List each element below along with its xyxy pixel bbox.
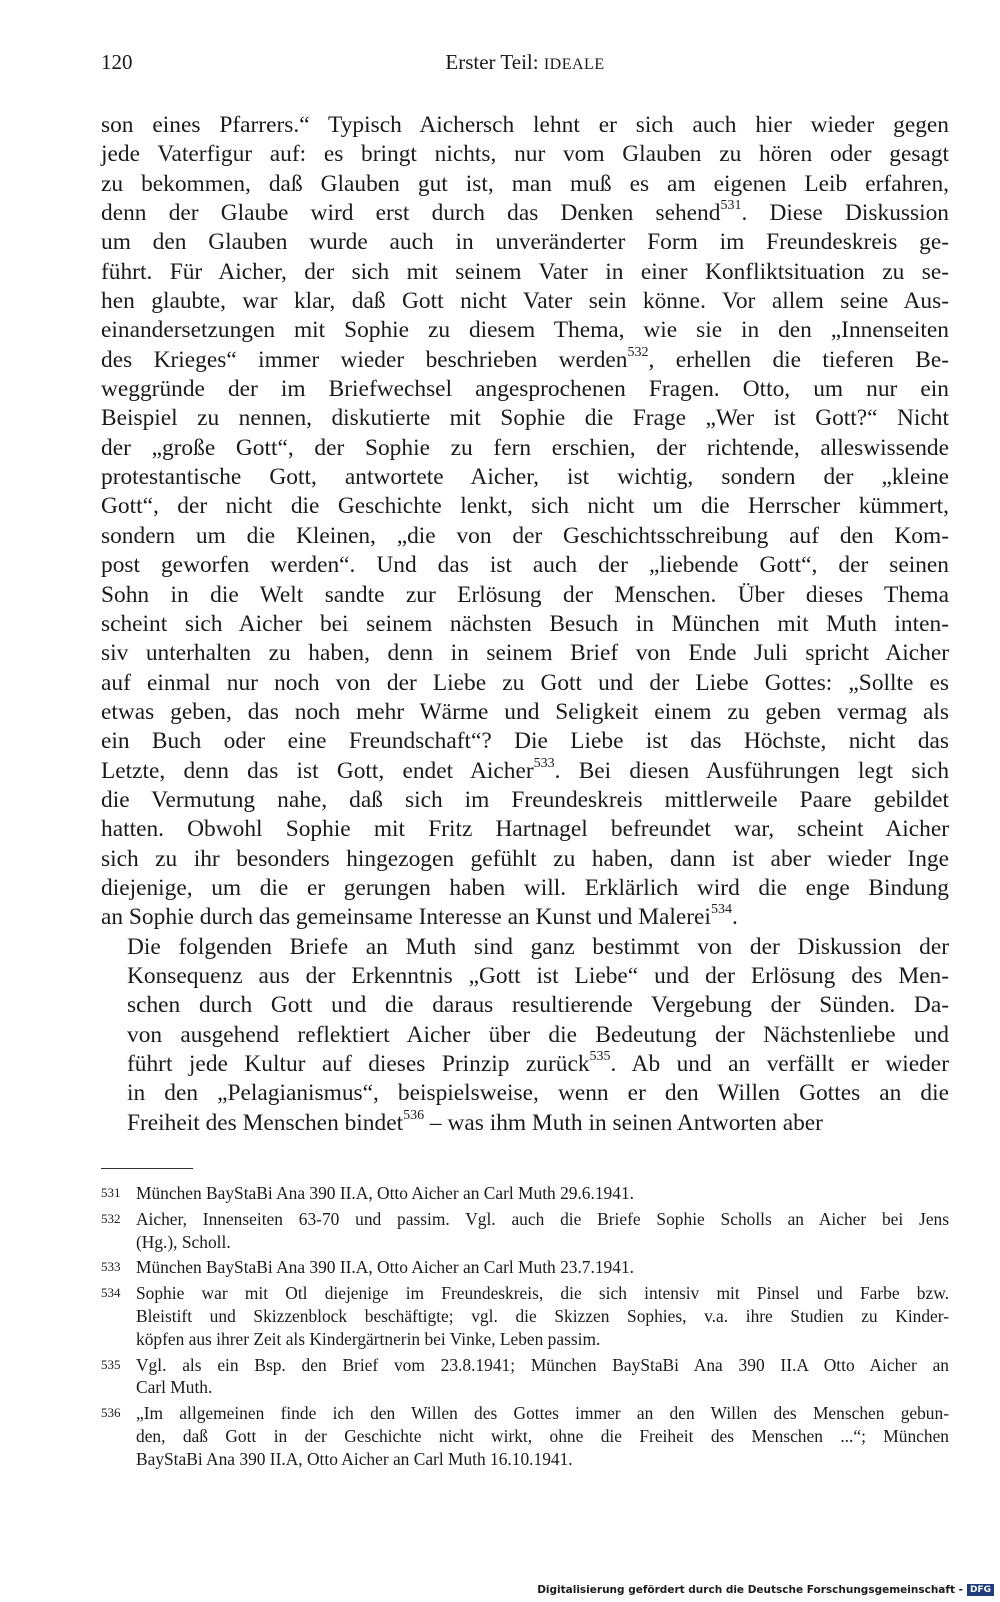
text-fragment: . [731,904,738,931]
text-line: jede Vaterfigur auf: es bringt nichts, nur vom Glauben zu hören oder gesagt [101,141,949,168]
text-line: Sohn in die Welt sandte zur Erlösung der Menschen. Über dieses Thema [101,581,949,608]
text-line: protestantische Gott, antwortete Aicher, ist wichtig, sondern der „kleine [101,464,949,491]
running-header [101,50,949,82]
text-line [101,757,949,786]
footnote-text [136,1354,949,1400]
footnote-number: 532 [101,1210,121,1226]
footnote [101,1182,949,1205]
text-line: post geworfen werden“. Und das ist auch der „liebende Gott“, der seinen [101,552,949,579]
footnote-text [136,1402,949,1470]
footnote-number: 531 [101,1185,121,1200]
footnote-number: 534 [101,1285,121,1301]
text-line: BayStaBi Ana 390 II.A, Otto Aicher an Carl Muth 16.10.1941. [136,1448,573,1469]
text-line: siv unterhalten zu haben, denn in seinem Brief von Ende Juli spricht Aicher [101,640,949,667]
running-title-section: IDEALE [543,56,605,73]
text-line: köpfen aus ihrer Zeit als Kindergärtnerin bei Vinke, Leben passim. [136,1328,601,1349]
text-line: Bleistift und Skizzenblock beschäftigte; vgl. die Skizzen Sophies, v.a. ihre Studien zu Kinder- [136,1305,949,1326]
text-line: diejenige, um die er gerungen haben will. Erklärlich wird die enge Bindung [101,874,949,901]
text-line: auf einmal nur noch von der Liebe zu Gott und der Liebe Gottes: „Sollte es [101,669,949,696]
page-number: 120 [101,50,133,74]
text-fragment: – was ihm Muth in seinen Antworten aber [424,1109,823,1136]
footnote-text [136,1208,949,1254]
text-line [101,199,949,228]
text-line: einandersetzungen mit Sophie zu diesem Thema, wie sie in den „Innenseiten [101,317,949,344]
running-title [101,50,949,75]
footnotes [101,1182,949,1474]
footnote-ref: 532 [627,344,649,360]
running-title-prefix: Erster Teil: [445,50,544,74]
footnote [101,1282,949,1350]
text-line: schen durch Gott und die daraus resultierende Vergebung der Sünden. Da- [127,992,949,1019]
text-line: son eines Pfarrers.“ Typisch Aichersch lehnt er sich auch hier wieder gegen [101,112,949,138]
credit-text: Digitalisierung gefördert durch die Deutsche Forschungsgemeinschaft - [537,1584,963,1596]
text-line: (Hg.), Scholl. [136,1231,231,1252]
dfg-logo: DFG [967,1584,994,1596]
text-fragment: an Sophie durch das gemeinsame Interesse an Kunst und Malerei [101,904,711,931]
text-line [101,1109,949,1138]
text-line: weggründe der im Briefwechsel angesprochenen Fragen. Otto, um nur ein [101,376,949,403]
text-line [101,903,949,932]
paragraph [101,111,949,933]
text-line: die Vermutung nahe, daß sich im Freundeskreis mittlerweile Paare gebildet [101,786,949,813]
text-line: Vgl. als ein Bsp. den Brief vom 23.8.1941; München BayStaBi Ana 390 II.A Otto Aicher an [136,1354,949,1375]
footnote-text [136,1182,949,1205]
footnote-ref: 535 [589,1049,611,1065]
text-line: Sophie war mit Otl diejenige im Freundeskreis, die sich intensiv mit Pinsel und Farbe bzw. [136,1283,949,1304]
text-line: um den Glauben wurde auch in unveränderter Form im Freundeskreis ge- [101,229,949,256]
text-line: sich zu ihr besonders hingezogen gefühlt zu haben, dann ist aber wieder Inge [101,845,949,872]
text-line: München BayStaBi Ana 390 II.A, Otto Aicher an Carl Muth 29.6.1941. [136,1183,634,1203]
text-line: zu bekommen, daß Glauben gut ist, man muß es am eigenen Leib erfahren, [101,170,949,197]
text-line: München BayStaBi Ana 390 II.A, Otto Aicher an Carl Muth 23.7.1941. [136,1257,634,1278]
text-line: den, daß Gott in der Geschichte nicht wirkt, ohne die Freiheit des Menschen ...“; München [136,1425,949,1446]
footnote-text [136,1256,949,1279]
text-line: „Im allgemeinen finde ich den Willen des Gottes immer an den Willen des Menschen gebun- [136,1403,949,1424]
text-line: Die folgenden Briefe an Muth sind ganz bestimmt von der Diskussion der [127,933,949,960]
text-fragment: . Diese Diskussion [741,200,949,227]
text-fragment: , erhellen die tieferen Be- [648,346,949,373]
footnote-number: 535 [101,1356,121,1372]
digitization-credit [537,1584,994,1596]
text-line: scheint sich Aicher bei seinem nächsten Besuch in München mit Muth inten- [101,610,949,637]
body-text [101,111,949,1138]
text-line: der „große Gott“, der Sophie zu fern erschien, der richtende, alleswissende [101,434,949,461]
footnote-ref: 534 [710,902,732,918]
footnote-text [136,1282,949,1350]
text-line [101,1050,949,1079]
text-line: Carl Muth. [136,1377,213,1398]
text-line: ein Buch oder eine Freundschaft“? Die Liebe ist das Höchste, nicht das [101,728,949,755]
footnote-ref: 536 [403,1107,425,1123]
text-fragment: . Ab und an verfällt er wieder [610,1051,949,1077]
text-line: Beispiel zu nennen, diskutierte mit Sophie die Frage „Wer ist Gott?“ Nicht [101,405,949,432]
text-line: sondern um die Kleinen, „die von der Geschichtsschreibung auf den Kom- [101,522,949,549]
footnote-ref: 533 [533,755,555,771]
text-line: Aicher, Innenseiten 63-70 und passim. Vgl. auch die Briefe Sophie Scholls an Aicher bei Jens [136,1208,949,1229]
text-line: Konsequenz aus der Erkenntnis „Gott ist Liebe“ und der Erlösung des Men- [127,962,949,989]
text-fragment: Letzte, denn das ist Gott, endet Aicher [101,757,534,784]
text-line: von ausgehend reflektiert Aicher über die Bedeutung der Nächstenliebe und [127,1021,949,1048]
paragraph [101,933,949,1138]
footnote [101,1402,949,1470]
text-line: Gott“, der nicht die Geschichte lenkt, sich nicht um die Herrscher kümmert, [101,493,949,520]
text-fragment: Freiheit des Menschen bindet [127,1109,404,1136]
footnote-ref: 531 [720,198,742,214]
text-fragment: führt jede Kultur auf dieses Prinzip zurück [127,1051,590,1077]
text-line: führt. Für Aicher, der sich mit seinem Vater in einer Konfliktsituation zu se- [101,258,949,285]
text-line [101,346,949,375]
footnote [101,1208,949,1254]
footnote [101,1354,949,1400]
footnote-divider [101,1168,193,1169]
text-line: hatten. Obwohl Sophie mit Fritz Hartnagel befreundet war, scheint Aicher [101,816,949,843]
text-line: etwas geben, das noch mehr Wärme und Seligkeit einem zu geben vermag als [101,698,949,725]
text-line: hen glaubte, war klar, daß Gott nicht Vater sein könne. Vor allem seine Aus- [101,288,949,315]
text-fragment: des Krieges“ immer wieder beschrieben werden [101,346,628,373]
text-line: in den „Pelagianismus“, beispielsweise, wenn er den Willen Gottes an die [127,1080,949,1107]
text-fragment: denn der Glaube wird erst durch das Denken sehend [101,200,721,227]
text-fragment: . Bei diesen Ausführungen legt sich [554,757,950,784]
footnote-number: 533 [101,1259,121,1275]
footnote [101,1256,949,1279]
footnote-number: 536 [101,1405,121,1421]
